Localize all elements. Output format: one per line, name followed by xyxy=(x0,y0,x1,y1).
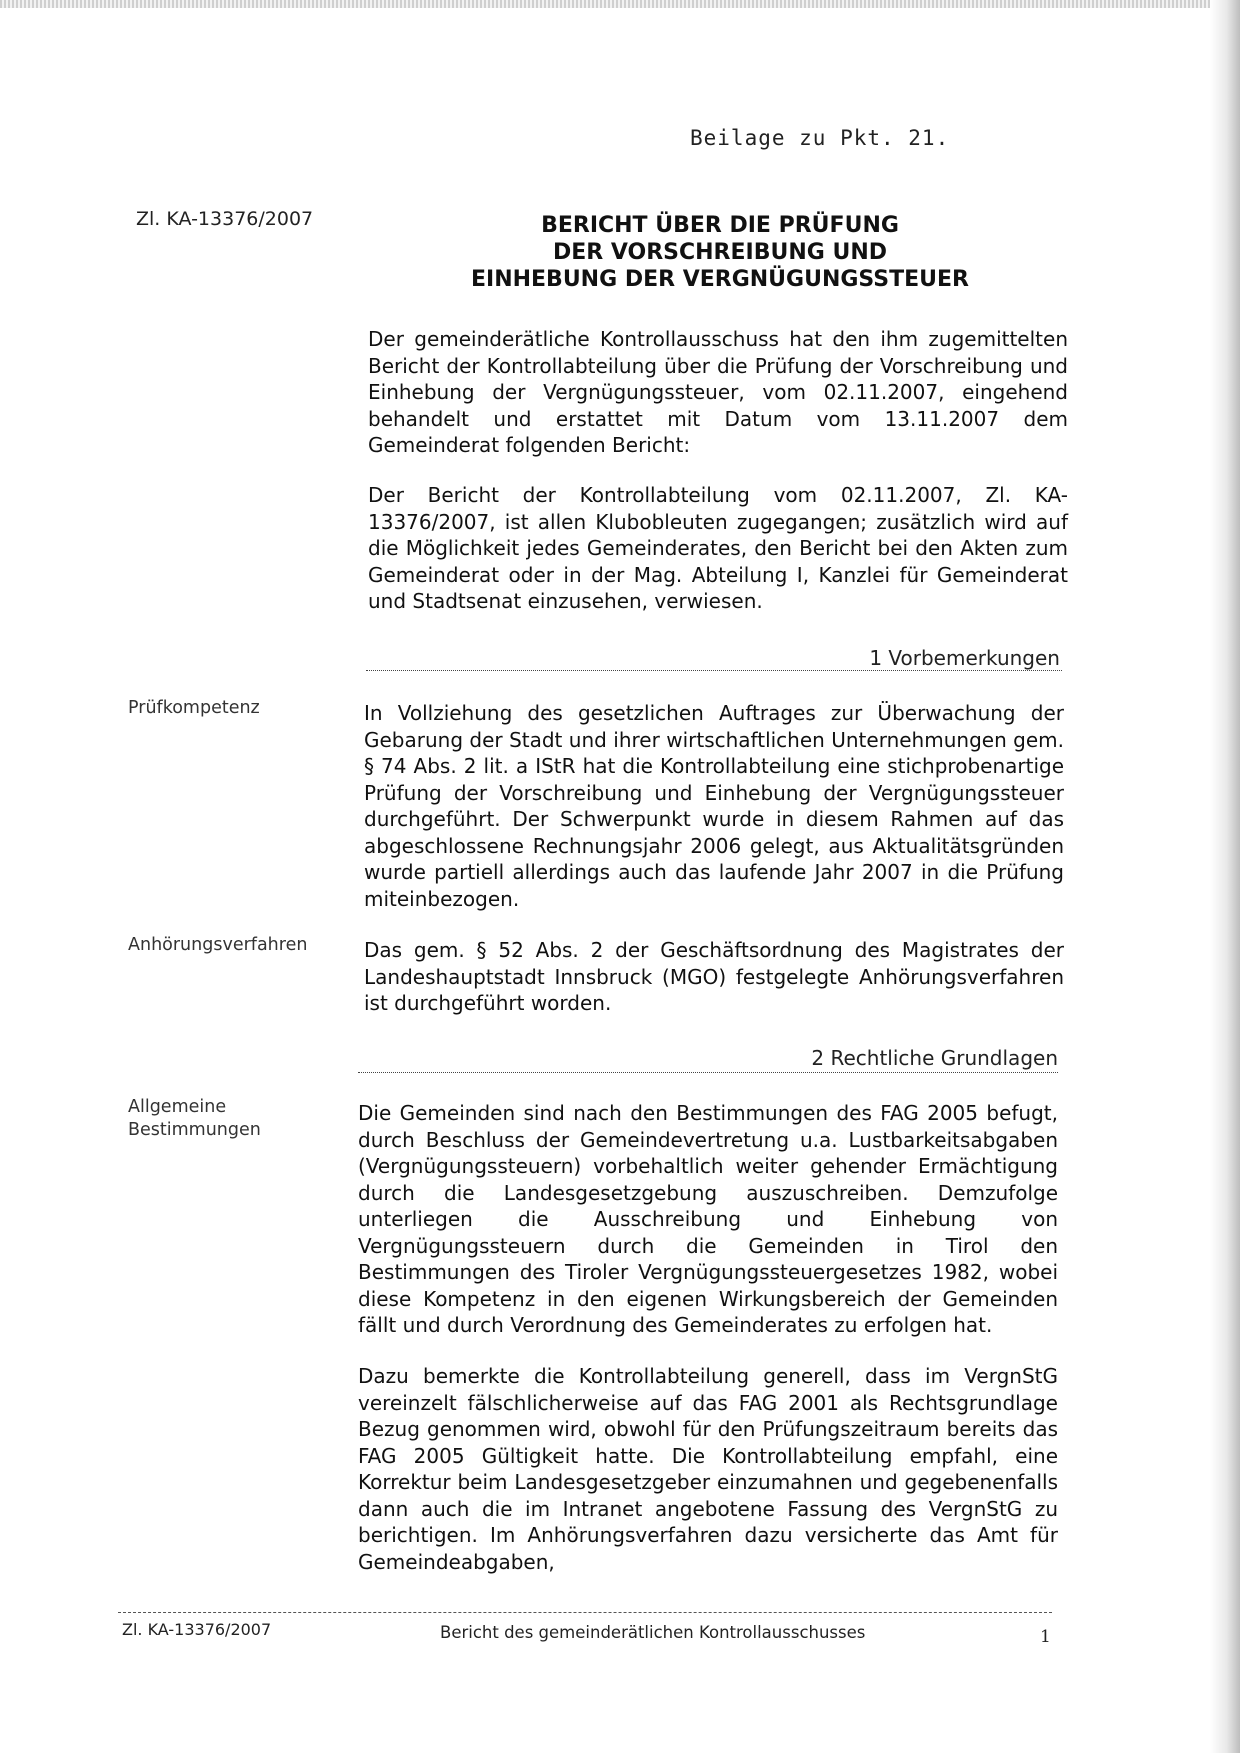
section-2-rule xyxy=(358,1072,1058,1073)
document-reference: Zl. KA-13376/2007 xyxy=(136,208,314,230)
allgemeine-bestimmungen-paragraph-1: Die Gemeinden sind nach den Bestimmungen des FAG 2005 befugt, durch Beschluss der Gemeindevertretung u.a. Lustbarkeitsabgaben (Vergnügungssteuern) vorbehaltlich weiter gehender Ermächtigung durch die Landesgesetzgebung auszuschreiben. Demzufolge unterliegen die Ausschreibung und Einhebung von Vergnügungssteuern durch die Gemeinden in Tirol den Bestimmungen des Tiroler Vergnügungssteuergesetzes 1982, wobei diese Kompetenz in den eigenen Wirkungsbereich der Gemeinden fällt und durch Verordnung des Gemeinderates zu erfolgen hat. xyxy=(358,1101,1058,1337)
margin-label-line-1: Allgemeine xyxy=(128,1097,227,1117)
title-line-2: DER VORSCHREIBUNG UND xyxy=(552,240,888,265)
footer-title: Bericht des gemeinderätlichen Kontrollausschusses xyxy=(440,1623,866,1642)
section-1-heading: 1 Vorbemerkungen xyxy=(869,646,1060,670)
margin-label-pruefkompetenz: Prüfkompetenz xyxy=(128,698,260,718)
allgemeine-bestimmungen-paragraph-2: Dazu bemerkte die Kontrollabteilung generell, dass im VergnStG vereinzelt fälschlicherweise auf das FAG 2001 als Rechtsgrundlage Bezug genommen wird, obwohl für den Prüfungszeitraum bereits das FAG 2005 Gültigkeit hatte. Die Kontrollabteilung empfahl, eine Korrektur beim Landesgesetzgeber einzumahnen und gegebenenfalls dann auch die im Intranet angebotene Fassung des VergnStG zu berichtigen. Im Anhörungsverfahren dazu versicherte das Amt für Gemeindeabgaben, xyxy=(358,1364,1058,1574)
section-1-rule xyxy=(366,670,1062,671)
margin-label-allgemeine-bestimmungen xyxy=(128,1096,261,1142)
intro-paragraph-1: Der gemeinderätliche Kontrollausschuss hat den ihm zugemittelten Bericht der Kontrollabteilung über die Prüfung der Vorschreibung und Einhebung der Vergnügungssteuer, vom 02.11.2007, eingehend behandelt und erstattet mit Datum vom 13.11.2007 dem Gemeinderat folgenden Bericht: xyxy=(368,327,1068,457)
title-line-3: EINHEBUNG DER VERGNÜGUNGSSTEUER xyxy=(470,267,969,292)
margin-label-line-2: Bestimmungen xyxy=(128,1120,261,1140)
scan-edge-top xyxy=(0,0,1240,8)
scan-edge-right xyxy=(1210,0,1240,1753)
beilage-note: Beilage zu Pkt. 21. xyxy=(690,126,950,150)
title-line-1: BERICHT ÜBER DIE PRÜFUNG xyxy=(541,213,899,238)
anhoerungsverfahren-paragraph: Das gem. § 52 Abs. 2 der Geschäftsordnung des Magistrates der Landeshauptstadt Innsbruck (MGO) festgelegte Anhörungsverfahren ist durchgeführt worden. xyxy=(364,938,1064,1015)
footer-reference: Zl. KA-13376/2007 xyxy=(122,1620,272,1639)
footer-rule xyxy=(118,1612,1052,1613)
document-title xyxy=(430,212,1010,293)
page-number: 1 xyxy=(1040,1627,1051,1647)
section-2-heading: 2 Rechtliche Grundlagen xyxy=(811,1046,1058,1070)
pruefkompetenz-paragraph: In Vollziehung des gesetzlichen Auftrages zur Überwachung der Gebarung der Stadt und ihrer wirtschaftlichen Unternehmungen gem. § 74 Abs. 2 lit. a IStR hat die Kontrollabteilung eine stichprobenartige Prüfung der Vorschreibung und Einhebung der Vergnügungssteuer durchgeführt. Der Schwerpunkt wurde in diesem Rahmen auf das abgeschlossene Rechnungsjahr 2006 gelegt, aus Aktualitätsgründen wurde partiell allerdings auch das laufende Jahr 2007 in die Prüfung miteinbezogen. xyxy=(364,701,1064,911)
intro-paragraph-2: Der Bericht der Kontrollabteilung vom 02.11.2007, Zl. KA-13376/2007, ist allen Klubobleuten zugegangen; zusätzlich wird auf die Möglichkeit jedes Gemeinderates, den Bericht bei den Akten zum Gemeinderat oder in der Mag. Abteilung I, Kanzlei für Gemeinderat und Stadtsenat einzusehen, verwiesen. xyxy=(368,483,1068,613)
margin-label-anhoerungsverfahren: Anhörungsverfahren xyxy=(128,935,308,955)
